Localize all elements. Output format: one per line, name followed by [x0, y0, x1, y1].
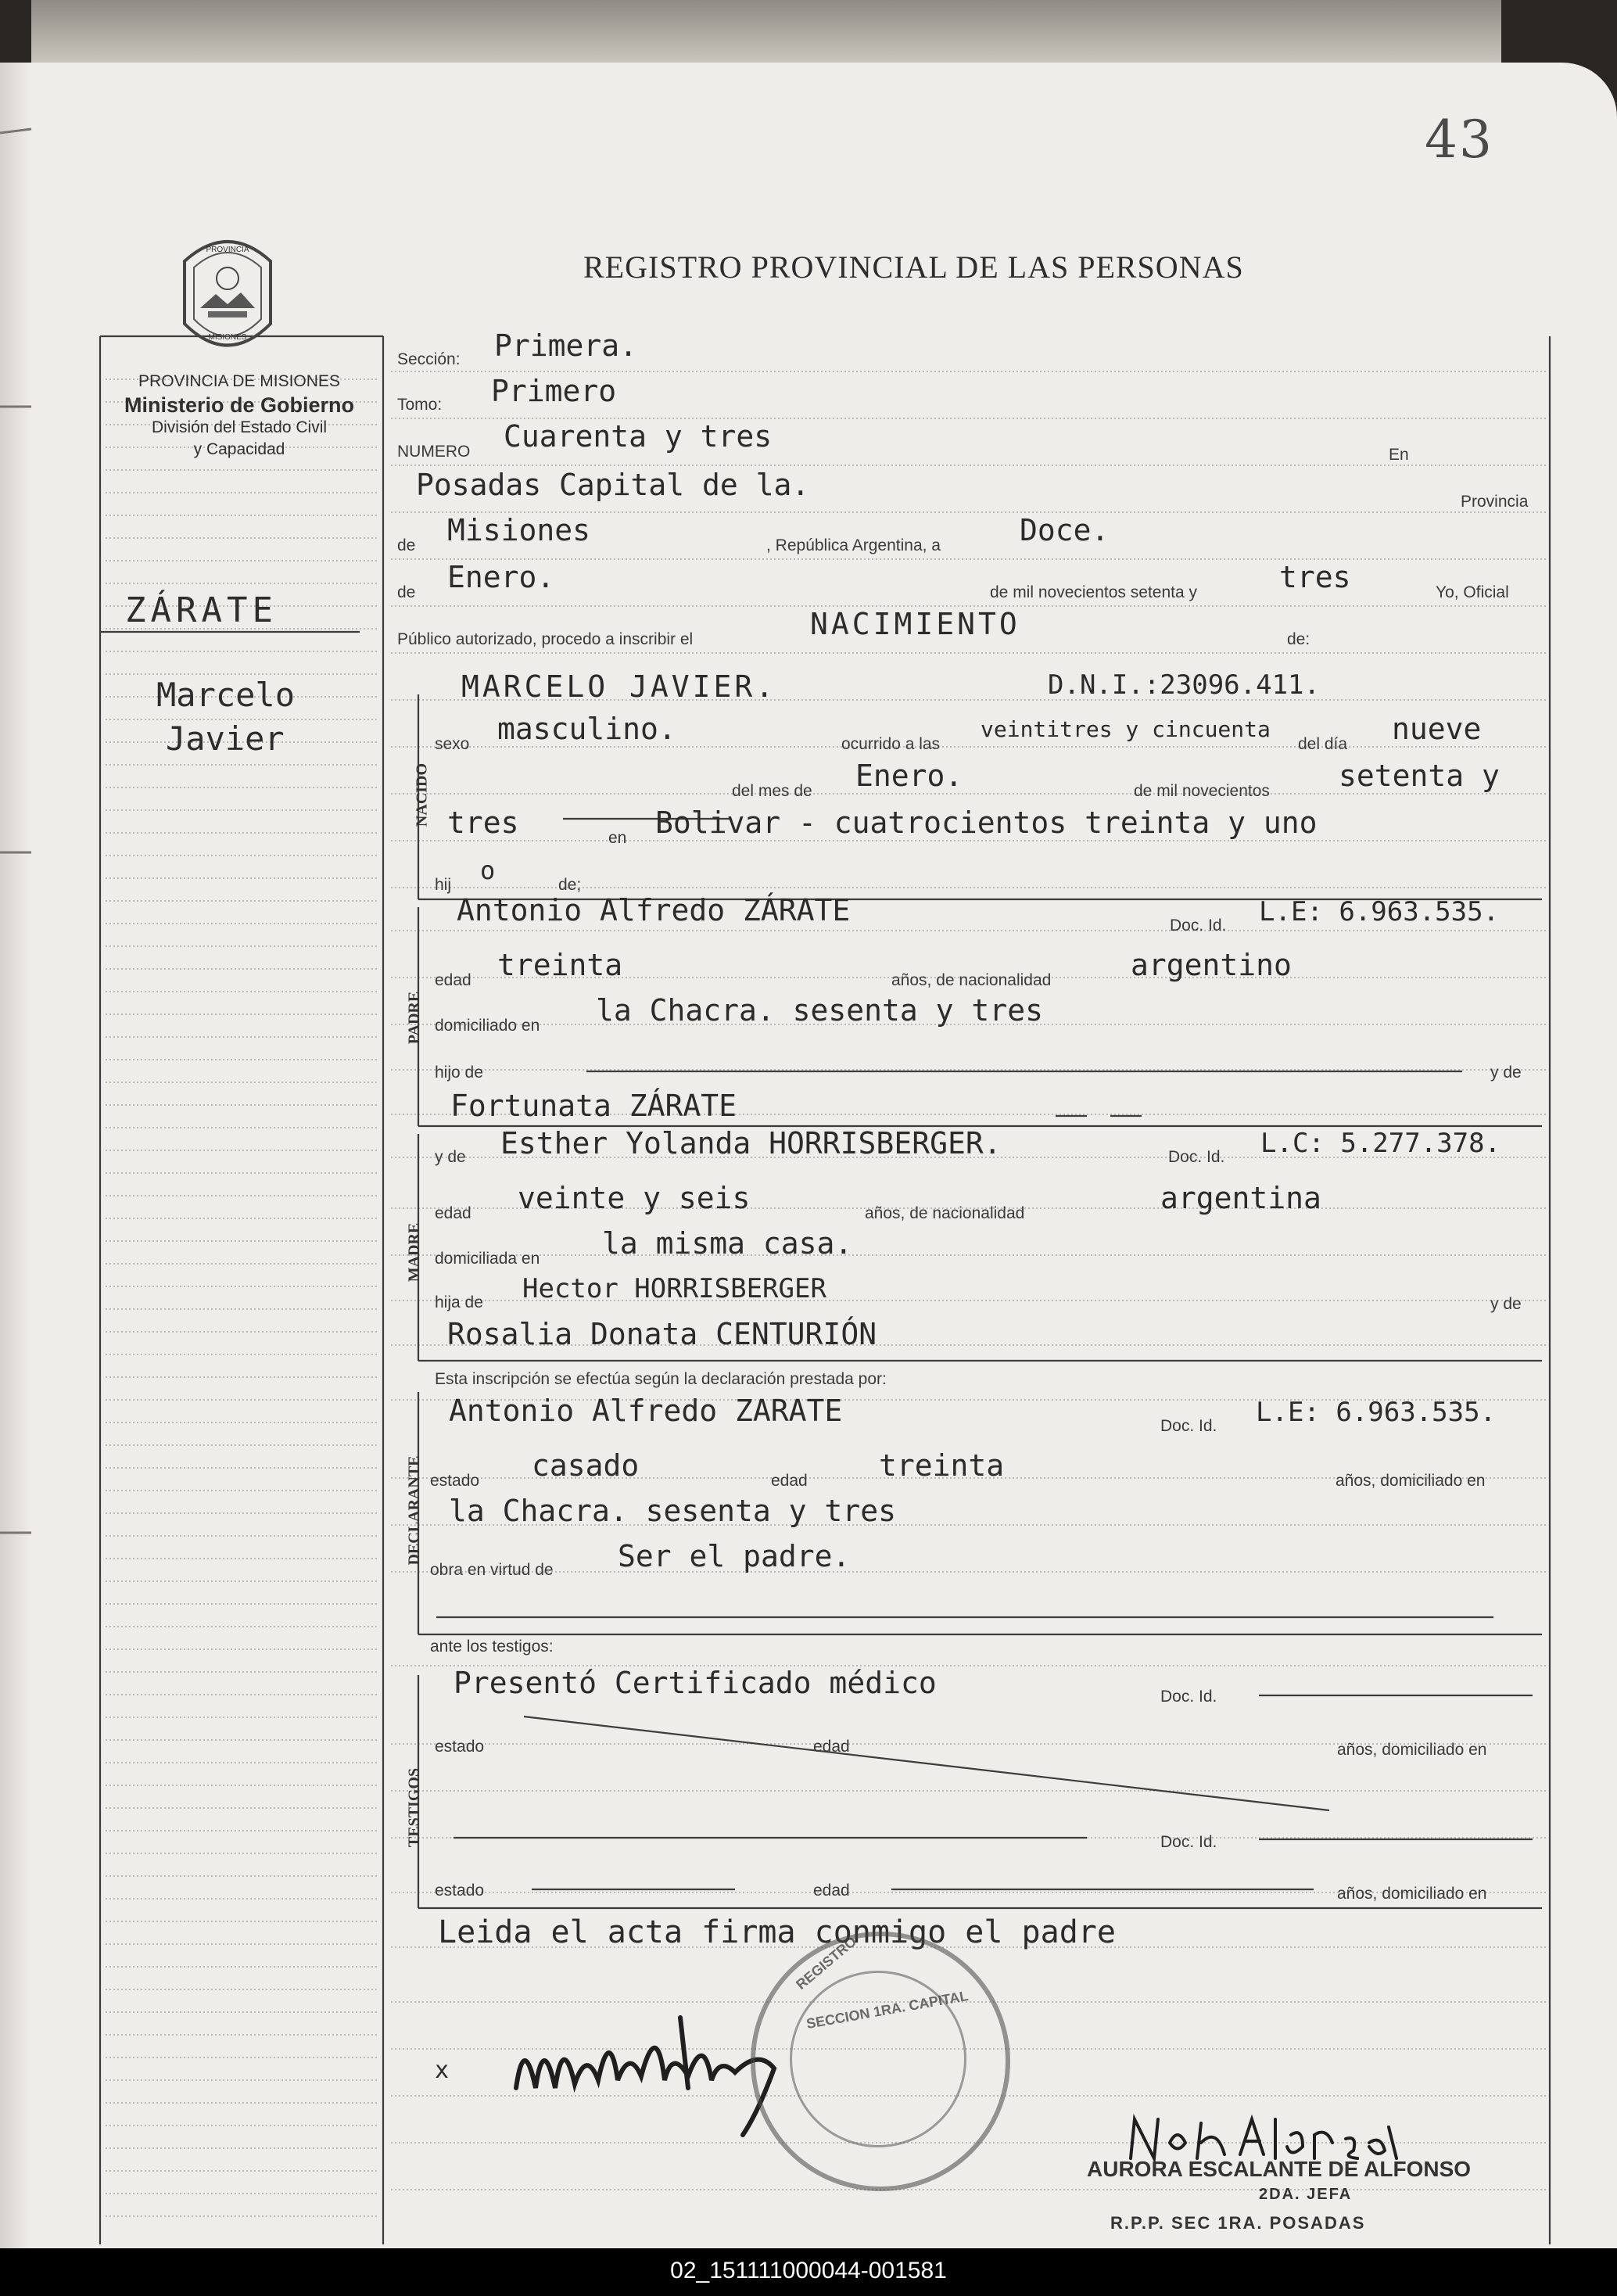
value-testigo-1: Presentó Certificado médico	[454, 1666, 937, 1700]
value-dni: D.N.I.:23096.411.	[1048, 669, 1320, 701]
value-mes-nac: Enero.	[855, 759, 963, 793]
value-padre-dom: la Chacra. sesenta y tres	[596, 993, 1043, 1028]
registry-title: REGISTRO PROVINCIAL DE LAS PERSONAS	[583, 249, 1244, 285]
footer-id: 02_151111000044-001581	[670, 2258, 947, 2283]
margin-given-name-1: Marcelo	[156, 676, 296, 714]
value-padre-doc: L.E: 6.963.535.	[1259, 896, 1500, 927]
value-cierre: Leida el acta firma conmigo el padre	[438, 1914, 1116, 1950]
label-decl-edad: edad	[771, 1472, 808, 1490]
label-testigo-2-estado: estado	[435, 1882, 485, 1900]
stamp-text-center: SECCION 1RA. CAPITAL	[805, 1987, 970, 2032]
label-madre-nac: años, de nacionalidad	[865, 1204, 1025, 1222]
value-provincia: Misiones	[447, 513, 591, 547]
label-decl-estado: estado	[430, 1472, 480, 1490]
label-de-mil-setenta: de mil novecientos setenta y	[990, 583, 1197, 601]
label-declarante-doc: Doc. Id.	[1160, 1417, 1217, 1435]
label-hij: hij	[435, 876, 452, 894]
label-y-de-2: y de	[1490, 1295, 1522, 1313]
value-hora: veintitres y cincuenta	[981, 716, 1271, 742]
seal-top-text: PROVINCIA	[206, 246, 249, 254]
label-padre-doc: Doc. Id.	[1170, 917, 1227, 935]
value-lugar-nac: Bolivar - cuatrocientos treinta y uno	[655, 805, 1318, 840]
value-madre-nombre: Esther Yolanda HORRISBERGER.	[500, 1126, 1002, 1161]
value-dia-nac: nueve	[1392, 712, 1482, 746]
value-acto: NACIMIENTO	[810, 607, 1020, 641]
value-abuelo-materno: Hector HORRISBERGER	[522, 1273, 826, 1304]
label-ante-testigos: ante los testigos:	[430, 1638, 554, 1656]
stamp-text-left: REGISTRO	[793, 1933, 860, 1993]
value-anio-nac-2: tres	[447, 805, 519, 840]
value-lugar: Posadas Capital de la.	[416, 468, 810, 502]
value-tomo: Primero	[491, 374, 617, 408]
official-office: R.P.P. SEC 1RA. POSADAS	[1110, 2213, 1366, 2233]
provincial-seal-icon	[177, 230, 278, 363]
value-madre-dom: la misma casa.	[602, 1226, 853, 1261]
x-mark: x	[435, 2057, 450, 2084]
label-padre-dom: domiciliado en	[435, 1017, 540, 1035]
label-testigo-1-estado: estado	[435, 1738, 485, 1756]
label-padre-edad: edad	[435, 971, 471, 989]
ministry-division: División del Estado Civil	[151, 418, 328, 436]
official-role: 2DA. JEFA	[1259, 2186, 1353, 2203]
label-provincia: Provincia	[1461, 493, 1529, 511]
value-madre-doc: L.C: 5.277.378.	[1260, 1128, 1501, 1159]
label-testigo-2-dom: años, domiciliado en	[1337, 1885, 1487, 1903]
label-en-nac: en	[608, 829, 627, 847]
label-inscripcion: Esta inscripción se efectúa según la declaración prestada por:	[435, 1370, 887, 1388]
label-y-de-1: y de	[1490, 1064, 1522, 1082]
label-hijo-de: hijo de	[435, 1064, 483, 1082]
ministry-province: PROVINCIA DE MISIONES	[138, 372, 340, 390]
value-decl-estado: casado	[532, 1448, 640, 1483]
value-seccion: Primera.	[494, 328, 638, 363]
margin-given-name-2: Javier	[166, 719, 285, 758]
section-label-madre: MADRE	[405, 1222, 423, 1283]
value-declarante-doc: L.E: 6.963.535.	[1256, 1397, 1497, 1428]
value-madre-nac: argentina	[1160, 1181, 1321, 1215]
label-hija-de: hija de	[435, 1293, 483, 1311]
footer-bar	[0, 2248, 1617, 2296]
label-seccion: Sección:	[397, 350, 461, 368]
label-publico: Público autorizado, procedo a inscribir el	[397, 630, 694, 648]
value-dia: Doce.	[1020, 513, 1110, 547]
value-nombre: MARCELO JAVIER.	[461, 669, 777, 704]
section-label-padre: PADRE	[405, 991, 423, 1045]
page-number: 43	[1425, 109, 1493, 170]
value-anio: tres	[1279, 560, 1351, 594]
label-del-mes: del mes de	[732, 782, 812, 800]
label-yo-oficial: Yo, Oficial	[1436, 583, 1509, 601]
value-padre-nac: argentino	[1131, 948, 1292, 982]
value-mes: Enero.	[447, 560, 555, 594]
section-label-nacido: NACIDO	[413, 762, 431, 827]
section-label-testigos: TESTIGOS	[405, 1767, 423, 1848]
ministry-block	[100, 370, 378, 461]
label-de-semi: de;	[558, 876, 582, 894]
value-decl-virtud: Ser el padre.	[618, 1539, 851, 1573]
value-hij-suffix: o	[480, 856, 496, 885]
label-madre-doc: Doc. Id.	[1168, 1148, 1225, 1166]
value-anio-nac-1: setenta y	[1339, 759, 1500, 793]
label-en: En	[1389, 446, 1409, 464]
label-ocurrido: ocurrido a las	[841, 735, 941, 753]
label-testigo-1-doc: Doc. Id.	[1160, 1688, 1217, 1706]
margin-surname: ZÁRATE	[125, 590, 278, 630]
label-numero: NUMERO	[397, 443, 471, 461]
value-sexo: masculino.	[497, 712, 676, 746]
label-obra: obra en virtud de	[430, 1561, 554, 1579]
label-republica: , República Argentina, a	[766, 536, 941, 554]
ministry-name: Ministerio de Gobierno	[124, 393, 355, 417]
value-padre-edad: treinta	[497, 948, 623, 982]
label-del-dia: del día	[1298, 735, 1348, 753]
label-y-de-madre: y de	[435, 1148, 466, 1166]
value-padre-nombre: Antonio Alfredo ZÁRATE	[457, 893, 851, 927]
label-testigo-1-dom: años, domiciliado en	[1337, 1741, 1487, 1759]
official-name: AURORA ESCALANTE DE ALFONSO	[1087, 2157, 1472, 2181]
value-declarante: Antonio Alfredo ZARATE	[449, 1394, 843, 1428]
label-madre-dom: domiciliada en	[435, 1250, 540, 1268]
value-numero: Cuarenta y tres	[504, 419, 773, 454]
label-madre-edad: edad	[435, 1204, 471, 1222]
label-sexo: sexo	[435, 735, 470, 753]
label-de-2: de	[397, 583, 416, 601]
value-abuela-paterna: Fortunata ZÁRATE	[450, 1089, 737, 1123]
value-decl-edad: treinta	[879, 1448, 1005, 1483]
value-madre-edad: veinte y seis	[518, 1181, 751, 1215]
label-de-colon: de:	[1287, 630, 1310, 648]
label-testigo-2-doc: Doc. Id.	[1160, 1833, 1217, 1851]
label-de-1: de	[397, 536, 416, 554]
label-testigo-2-edad: edad	[813, 1882, 850, 1900]
label-de-mil: de mil novecientos	[1134, 782, 1270, 800]
seal-bottom-text: MISIONES	[208, 333, 247, 342]
ministry-division-2: y Capacidad	[193, 440, 285, 458]
label-padre-nac: años, de nacionalidad	[891, 971, 1052, 989]
value-abuela-materna: Rosalia Donata CENTURIÓN	[447, 1317, 877, 1351]
label-tomo: Tomo:	[397, 396, 443, 414]
label-decl-dom: años, domiciliado en	[1336, 1472, 1486, 1490]
section-label-declarante: DECLARANTE	[405, 1455, 423, 1566]
value-decl-dom: la Chacra. sesenta y tres	[449, 1494, 896, 1528]
label-testigo-1-edad: edad	[813, 1738, 850, 1756]
